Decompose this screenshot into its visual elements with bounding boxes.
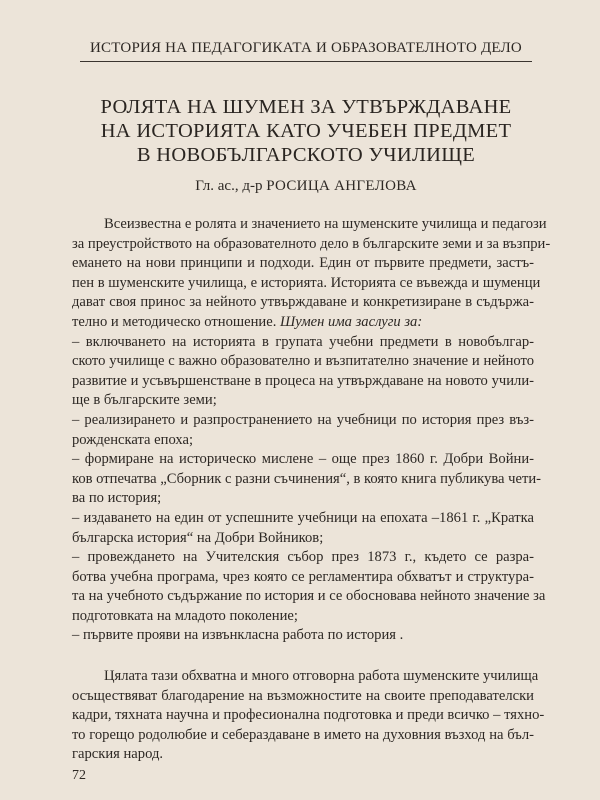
- body-line: Всеизвестна е ролята и значението на шуменските училища и педагози: [104, 216, 547, 232]
- author-name: РОСИЦА АНГЕЛОВА: [266, 178, 417, 194]
- list-item: ще в българските земи;: [72, 392, 217, 409]
- author-title: Гл. ас., д-р: [195, 178, 263, 194]
- body-line: дават своя принос за нейното утвърждаване и конкретизиране в съдържа-: [72, 294, 534, 311]
- list-item: – реализирането и разпространението на учебници по история през въз-: [72, 411, 534, 428]
- list-item: – провеждането на Учителския събор през 1873 г., където се разра-: [72, 549, 534, 566]
- body-line: то горещо родолюбие и себераздаване в името на духовния възход на бъл-: [72, 726, 534, 743]
- list-item: ва по история;: [72, 490, 162, 507]
- header-rule: [80, 61, 532, 62]
- emphasis-text: Шумен има заслуги за:: [280, 313, 423, 330]
- list-item: развитие и усъвършенстване в процеса на утвърждаване на новото учили-: [72, 372, 534, 389]
- list-item: ското училище с важно образователно и възпитателно значение и нейното: [72, 353, 534, 370]
- article-title: [80, 95, 532, 167]
- running-head: ИСТОРИЯ НА ПЕДАГОГИКАТА И ОБРАЗОВАТЕЛНОТО ДЕЛО: [90, 40, 522, 56]
- body-line: емането на нови принципи и подходи. Един от първите предмети, застъ-: [72, 255, 534, 272]
- list-item: българска история“ на Добри Войников;: [72, 529, 324, 546]
- paragraph-gap: [72, 646, 534, 667]
- list-item: ботва учебна програма, чрез която се регламентира обхватът и структура-: [72, 568, 534, 585]
- list-item: – първите прояви на извънкласна работа по история .: [72, 627, 404, 644]
- list-item: ков отпечатва „Сборник с разни съчинения“, в която книга публикува чети-: [72, 470, 542, 487]
- body-line: осъществяват благодарение на възможностите на своите преподавателски: [72, 687, 534, 704]
- author-line: [80, 178, 532, 195]
- body-line: кадри, тяхната научна и професионална подготовка и преди всичко – тяхно-: [72, 707, 545, 724]
- title-line: НА ИСТОРИЯТА КАТО УЧЕБЕН ПРЕДМЕТ: [100, 120, 512, 142]
- list-item: – формиране на историческо мислене – още през 1860 г. Добри Войни-: [72, 451, 534, 468]
- body-line: за преустройството на образователното дело в българските земи и за възпри-: [72, 235, 551, 252]
- title-line: В НОВОБЪЛГАРСКОТО УЧИЛИЩЕ: [136, 144, 476, 166]
- list-item: рожденската епоха;: [72, 431, 194, 448]
- body-line: Цялата тази обхватна и много отговорна работа шуменските училища: [104, 668, 539, 685]
- body-line: [72, 313, 534, 333]
- article-body: [72, 215, 551, 765]
- list-item: – включването на историята в групата учебни предмети в новобългар-: [72, 333, 534, 350]
- list-item: та на учебното съдържание по история и се обосновава нейното значение за: [72, 588, 546, 605]
- list-item: подготовката на младото поколение;: [72, 607, 298, 624]
- title-line: РОЛЯТА НА ШУМЕН ЗА УТВЪРЖДАВАНЕ: [100, 96, 512, 118]
- page-number: 72: [72, 768, 86, 783]
- body-line: пен в шуменските училища, е историята. Историята се въвежда и шуменци: [72, 274, 541, 291]
- body-line: гарския народ.: [72, 746, 164, 763]
- list-item: – издаването на един от успешните учебници на епохата –1861 г. „Кратка: [72, 509, 534, 526]
- body-text: телно и методическо отношение.: [72, 313, 277, 330]
